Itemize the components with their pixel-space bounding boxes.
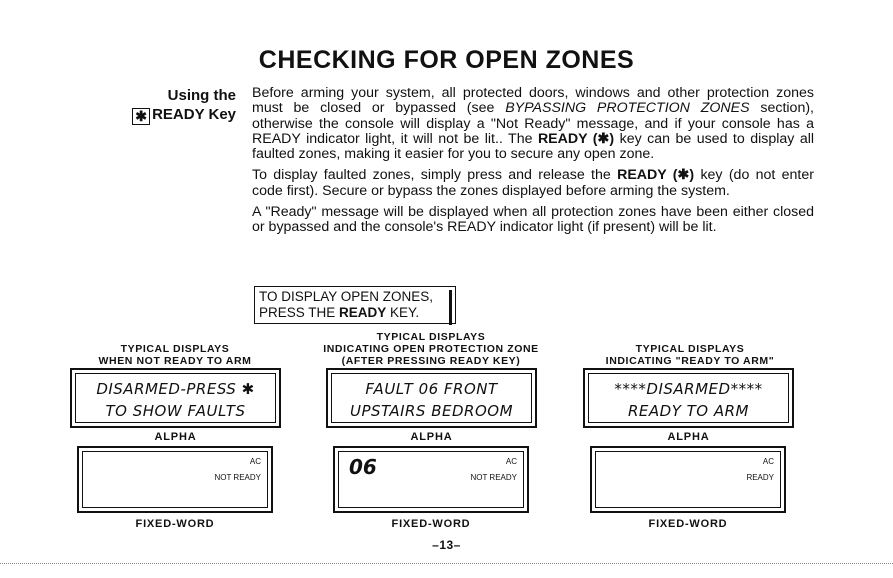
display-caption	[585, 343, 795, 367]
paragraph-1-text-c: key can be used to display all faulted zones, making it easier for you to secure any open zone.	[252, 130, 815, 163]
fixed-word-display-label: FIXED-WORD	[648, 518, 728, 530]
alpha-display	[583, 368, 794, 428]
caption-line2: INDICATING "READY TO ARM"	[605, 355, 775, 367]
paragraph-1-reference: BYPASSING PROTECTION ZONES	[505, 100, 750, 117]
page-footer-rule	[0, 563, 893, 564]
display-caption	[80, 343, 270, 367]
note-box-shadow	[449, 290, 452, 325]
paragraph-1	[252, 86, 814, 162]
ac-indicator: AC	[762, 457, 774, 466]
caption-line2: INDICATING OPEN PROTECTION ZONE	[323, 343, 539, 355]
caption-line3: (AFTER PRESSING READY KEY)	[341, 355, 521, 367]
caption-line1: TYPICAL DISPLAYS	[376, 331, 486, 343]
fixed-word-display	[333, 446, 529, 513]
instructions-body	[252, 86, 814, 236]
paragraph-1-key: READY (✱)	[537, 130, 615, 147]
note-line2	[259, 305, 451, 321]
paragraph-2-text-b: key (do not enter code first). Secure or bypass the zones displayed before arming the system.	[252, 167, 814, 199]
note-line1: TO DISPLAY OPEN ZONES,	[259, 289, 434, 304]
note-line2-text-b: KEY.	[386, 304, 420, 320]
ready-status-indicator: NOT READY	[470, 473, 517, 482]
alpha-display-label: ALPHA	[667, 431, 710, 443]
fixed-word-display-label: FIXED-WORD	[135, 518, 215, 530]
alpha-display-label: ALPHA	[410, 431, 453, 443]
ac-indicator: AC	[505, 457, 517, 466]
display-caption	[296, 331, 566, 367]
alpha-display-line2: TO SHOW FAULTS	[105, 402, 246, 420]
section-heading-key-label: READY Key	[152, 106, 236, 123]
ac-indicator: AC	[249, 457, 261, 466]
alpha-display	[326, 368, 537, 428]
paragraph-2	[252, 168, 814, 199]
alpha-display-line1: FAULT 06 FRONT	[365, 380, 498, 398]
ready-status-indicator: NOT READY	[214, 473, 261, 482]
alpha-display-line2: READY TO ARM	[627, 402, 749, 420]
page-number: –13–	[432, 538, 461, 552]
note-box	[254, 286, 456, 324]
alpha-display	[70, 368, 281, 428]
star-key-icon: ✱	[132, 108, 150, 125]
ready-status-indicator: READY	[746, 473, 774, 482]
paragraph-2-text-a: To display faulted zones, simply press and release the	[252, 167, 618, 184]
alpha-display-line2: UPSTAIRS BEDROOM	[349, 402, 514, 420]
fixed-word-display	[590, 446, 786, 513]
caption-line1: TYPICAL DISPLAYS	[120, 343, 230, 355]
note-line2-text-a: PRESS THE	[259, 304, 340, 320]
section-heading-line2	[108, 105, 236, 125]
zone-number-digits: 06	[349, 455, 377, 479]
note-line2-key: READY	[339, 304, 387, 320]
alpha-display-line1: DISARMED-PRESS ✱	[96, 380, 255, 398]
section-heading-line1: Using the	[167, 87, 236, 104]
paragraph-1-text-b: section), otherwise the console will display a "Not Ready" message, and if your console has a READY indicator light, it will not be lit.. The	[252, 100, 814, 147]
fixed-word-display-label: FIXED-WORD	[391, 518, 471, 530]
caption-line1: TYPICAL DISPLAYS	[635, 343, 745, 355]
alpha-display-label: ALPHA	[154, 431, 197, 443]
fixed-word-display	[77, 446, 273, 513]
section-heading	[108, 86, 236, 125]
page-title: CHECKING FOR OPEN ZONES	[258, 46, 635, 74]
paragraph-3: A "Ready" message will be displayed when all protection zones have been either closed or bypassed and the console's READY indicator light (if present) will be lit.	[252, 204, 814, 236]
alpha-display-line1: ****DISARMED****	[614, 380, 763, 398]
caption-line2: WHEN NOT READY TO ARM	[98, 355, 252, 367]
paragraph-1-text-a: Before arming your system, all protected doors, windows and other protection zones must be closed or bypassed (see	[252, 85, 814, 117]
paragraph-2-key: READY (✱)	[617, 167, 695, 184]
